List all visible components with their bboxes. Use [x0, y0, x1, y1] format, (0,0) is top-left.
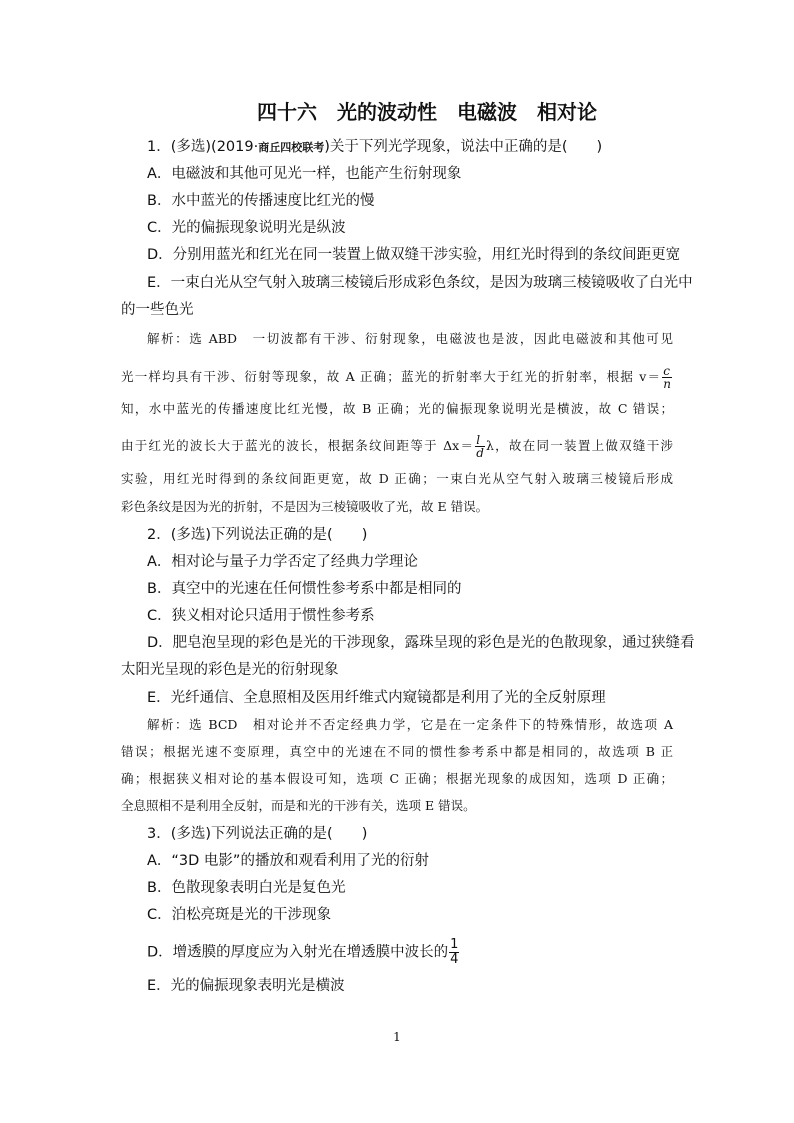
q1-analysis-text: λ，故在同一装置上做双缝干涉	[485, 438, 673, 453]
q1-analysis-text: 光一样均具有干涉、衍射等现象，故 A 正确；蓝光的折射率大于红光的折射率，根据 v＝	[121, 369, 662, 384]
q1-option-c: C．光的偏振现象说明光是纵波	[147, 220, 346, 236]
q1-option-e: E．一束白光从空气射入玻璃三棱镜后形成彩色条纹，是因为玻璃三棱镜吸收了白光中	[147, 275, 693, 291]
q1-analysis-text: 由于红光的波长大于蓝光的波长，根据条纹间距等于 Δx＝	[121, 438, 475, 453]
q1-source: 商丘四校联考	[258, 141, 325, 154]
q1-analysis-line: 解析：选 ABD 一切波都有干涉、衍射现象，电磁波也是波，因此电磁波和其他可见	[147, 331, 673, 346]
q3-option-d-text: D．增透膜的厚度应为入射光在增透膜中波长的	[147, 944, 449, 961]
q1-analysis-line: 实验，用红光时得到的条纹间距更宽，故 D 正确；一束白光从空气射入玻璃三棱镜后形成	[121, 471, 673, 486]
fraction-numerator: c	[663, 364, 670, 378]
q3-option-a: A．“3D 电影”的播放和观看利用了光的衍射	[147, 853, 429, 869]
page-title: 四十六 光的波动性 电磁波 相对论	[257, 100, 597, 124]
q2-analysis-line: 解析：选 BCD 相对论并不否定经典力学，它是在一定条件下的特殊情形，故选项 A	[147, 717, 673, 732]
fraction-denominator: n	[663, 377, 671, 391]
fraction-l-over-d	[475, 434, 485, 459]
q1-stem	[147, 137, 602, 158]
q3-option-d	[147, 938, 460, 967]
q2-option-b: B．真空中的光速在任何惯性参考系中都是相同的	[147, 581, 462, 597]
q3-option-e: E．光的偏振现象表明光是横波	[147, 978, 345, 994]
q2-option-a: A．相对论与量子力学否定了经典力学理论	[147, 554, 418, 570]
q2-stem: 2．(多选)下列说法正确的是( )	[147, 527, 368, 543]
fraction-c-over-n	[662, 365, 672, 390]
q2-option-d-cont: 太阳光呈现的彩色是光的衍射现象	[121, 662, 339, 678]
q1-option-a: A．电磁波和其他可见光一样，也能产生衍射现象	[147, 166, 462, 182]
q2-option-e: E．光纤通信、全息照相及医用纤维式内窥镜都是利用了光的全反射原理	[147, 690, 606, 706]
q1-analysis-line	[121, 434, 673, 459]
fraction-one-quarter	[449, 938, 459, 967]
q2-analysis-line: 确；根据狭义相对论的基本假设可知，选项 C 正确；根据光现象的成因知，选项 D 正确；	[121, 771, 673, 786]
q2-option-c: C．狭义相对论只适用于惯性参考系	[147, 608, 375, 624]
fraction-denominator: d	[476, 446, 484, 460]
fraction-denominator: 4	[450, 952, 459, 967]
q2-option-d: D．肥皂泡呈现的彩色是光的干涉现象，露珠呈现的彩色是光的色散现象，通过狭缝看	[147, 635, 695, 651]
q1-analysis-line: 知，水中蓝光的传播速度比红光慢，故 B 正确；光的偏振现象说明光是横波，故 C 错误；	[121, 401, 673, 416]
q2-analysis-line: 错误；根据光速不变原理，真空中的光速在不同的惯性参考系中都是相同的，故选项 B 正	[121, 744, 673, 759]
q3-option-c: C．泊松亮斑是光的干涉现象	[147, 907, 332, 923]
q3-option-b: B．色散现象表明白光是复色光	[147, 880, 346, 896]
q1-analysis-line: 彩色条纹是因为光的折射，不是因为三棱镜吸收了光，故 E 错误。	[121, 499, 489, 514]
q2-analysis-line: 全息照相不是利用全反射，而是和光的干涉有关，选项 E 错误。	[121, 798, 476, 813]
q1-stem-suffix: )关于下列光学现象，说法中正确的是( )	[324, 139, 603, 155]
q1-stem-prefix: 1．(多选)(2019·	[147, 139, 259, 155]
q1-option-e-cont: 的一些色光	[121, 302, 194, 318]
q1-option-d: D．分别用蓝光和红光在同一装置上做双缝干涉实验，用红光时得到的条纹间距更宽	[147, 247, 681, 263]
q1-option-b: B．水中蓝光的传播速度比红光的慢	[147, 193, 375, 209]
page-number: 1	[393, 1030, 401, 1044]
fraction-numerator: l	[475, 434, 485, 447]
fraction-numerator: 1	[450, 937, 459, 952]
q3-stem: 3．(多选)下列说法正确的是( )	[147, 826, 368, 842]
q1-analysis-line	[121, 365, 673, 390]
